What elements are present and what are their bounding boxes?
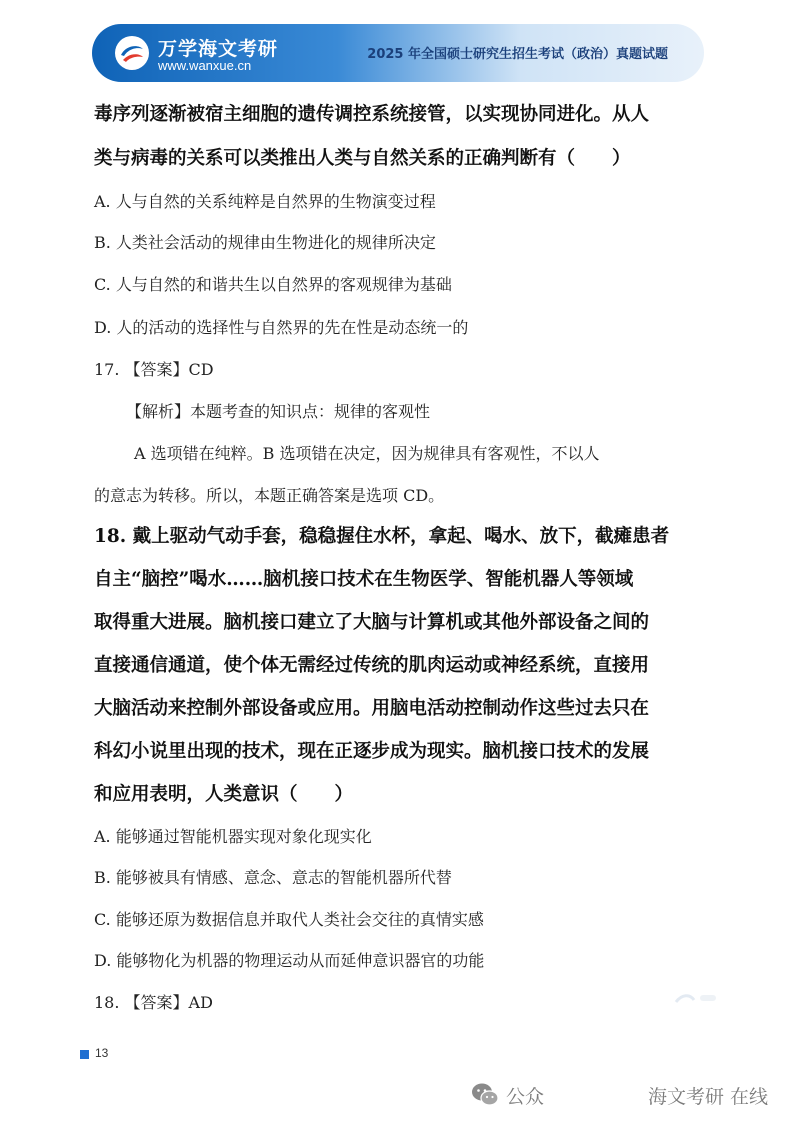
wanxue-logo-icon: [114, 35, 150, 71]
wechat-icon: [470, 1080, 500, 1110]
question-18-stem-line-7: 和应用表明，人类意识（ ）: [94, 784, 354, 805]
watermark-text-left: 公众: [506, 1086, 545, 1108]
brand-name: 万学海文考研: [158, 38, 279, 60]
question-18-option-c: C. 能够还原为数据信息并取代人类社会交往的真情实感: [94, 910, 484, 929]
question-18-stem-line-4: 直接通信通道，使个体无需经过传统的肌肉运动或神经系统，直接用: [94, 655, 650, 676]
question-18-stem-line-5: 大脑活动来控制外部设备或应用。用脑电活动控制动作这些过去只在: [94, 698, 650, 719]
question-18-stem-line-6: 科幻小说里出现的技术，现在正逐步成为现实。脑机接口技术的发展: [94, 741, 650, 762]
question-16-option-b: B. 人类社会活动的规律由生物进化的规律所决定: [94, 233, 436, 252]
analysis-17-heading: 【解析】本题考查的知识点：规律的客观性: [126, 402, 431, 421]
page-marker: [80, 1050, 89, 1059]
question-18-option-a: A. 能够通过智能机器实现对象化现实化: [94, 827, 372, 846]
answer-18: 18. 【答案】AD: [94, 993, 213, 1012]
question-18-stem-line-1: 18. 戴上驱动气动手套，稳稳握住水杯，拿起、喝水、放下，截瘫患者: [94, 526, 670, 547]
faint-watermark-icon: [672, 990, 720, 1006]
analysis-17-line-1: A 选项错在纯粹。B 选项错在决定，因为规律具有客观性，不以人: [134, 444, 600, 463]
question-18-option-d: D. 能够物化为机器的物理运动从而延伸意识器官的功能: [94, 951, 485, 970]
question-18-stem-line-2: 自主“脑控”喝水……脑机接口技术在生物医学、智能机器人等领域: [94, 569, 634, 590]
question-16-option-c: C. 人与自然的和谐共生以自然界的客观规律为基础: [94, 275, 452, 294]
question-16-stem-line-1: 毒序列逐渐被宿主细胞的遗传调控系统接管，以实现协同进化。从人: [94, 104, 650, 125]
exam-title: 2025 年全国硕士研究生招生考试（政治）真题试题: [367, 47, 668, 62]
header-banner: [92, 24, 704, 82]
answer-17: 17. 【答案】CD: [94, 360, 214, 379]
question-16-option-d: D. 人的活动的选择性与自然界的先在性是动态统一的: [94, 318, 469, 337]
analysis-17-line-2: 的意志为转移。所以，本题正确答案是选项 CD。: [94, 486, 445, 505]
question-16-option-a: A. 人与自然的关系纯粹是自然界的生物演变过程: [94, 192, 436, 211]
question-18-option-b: B. 能够被具有情感、意念、意志的智能机器所代替: [94, 868, 452, 887]
watermark-text-right: 海文考研 在线: [648, 1086, 769, 1108]
page-number: 13: [95, 1046, 109, 1060]
question-18-stem-line-3: 取得重大进展。脑机接口建立了大脑与计算机或其他外部设备之间的: [94, 612, 650, 633]
brand-url: www.wanxue.cn: [158, 58, 252, 73]
question-16-stem-line-2: 类与病毒的关系可以类推出人类与自然关系的正确判断有（ ）: [94, 148, 631, 169]
